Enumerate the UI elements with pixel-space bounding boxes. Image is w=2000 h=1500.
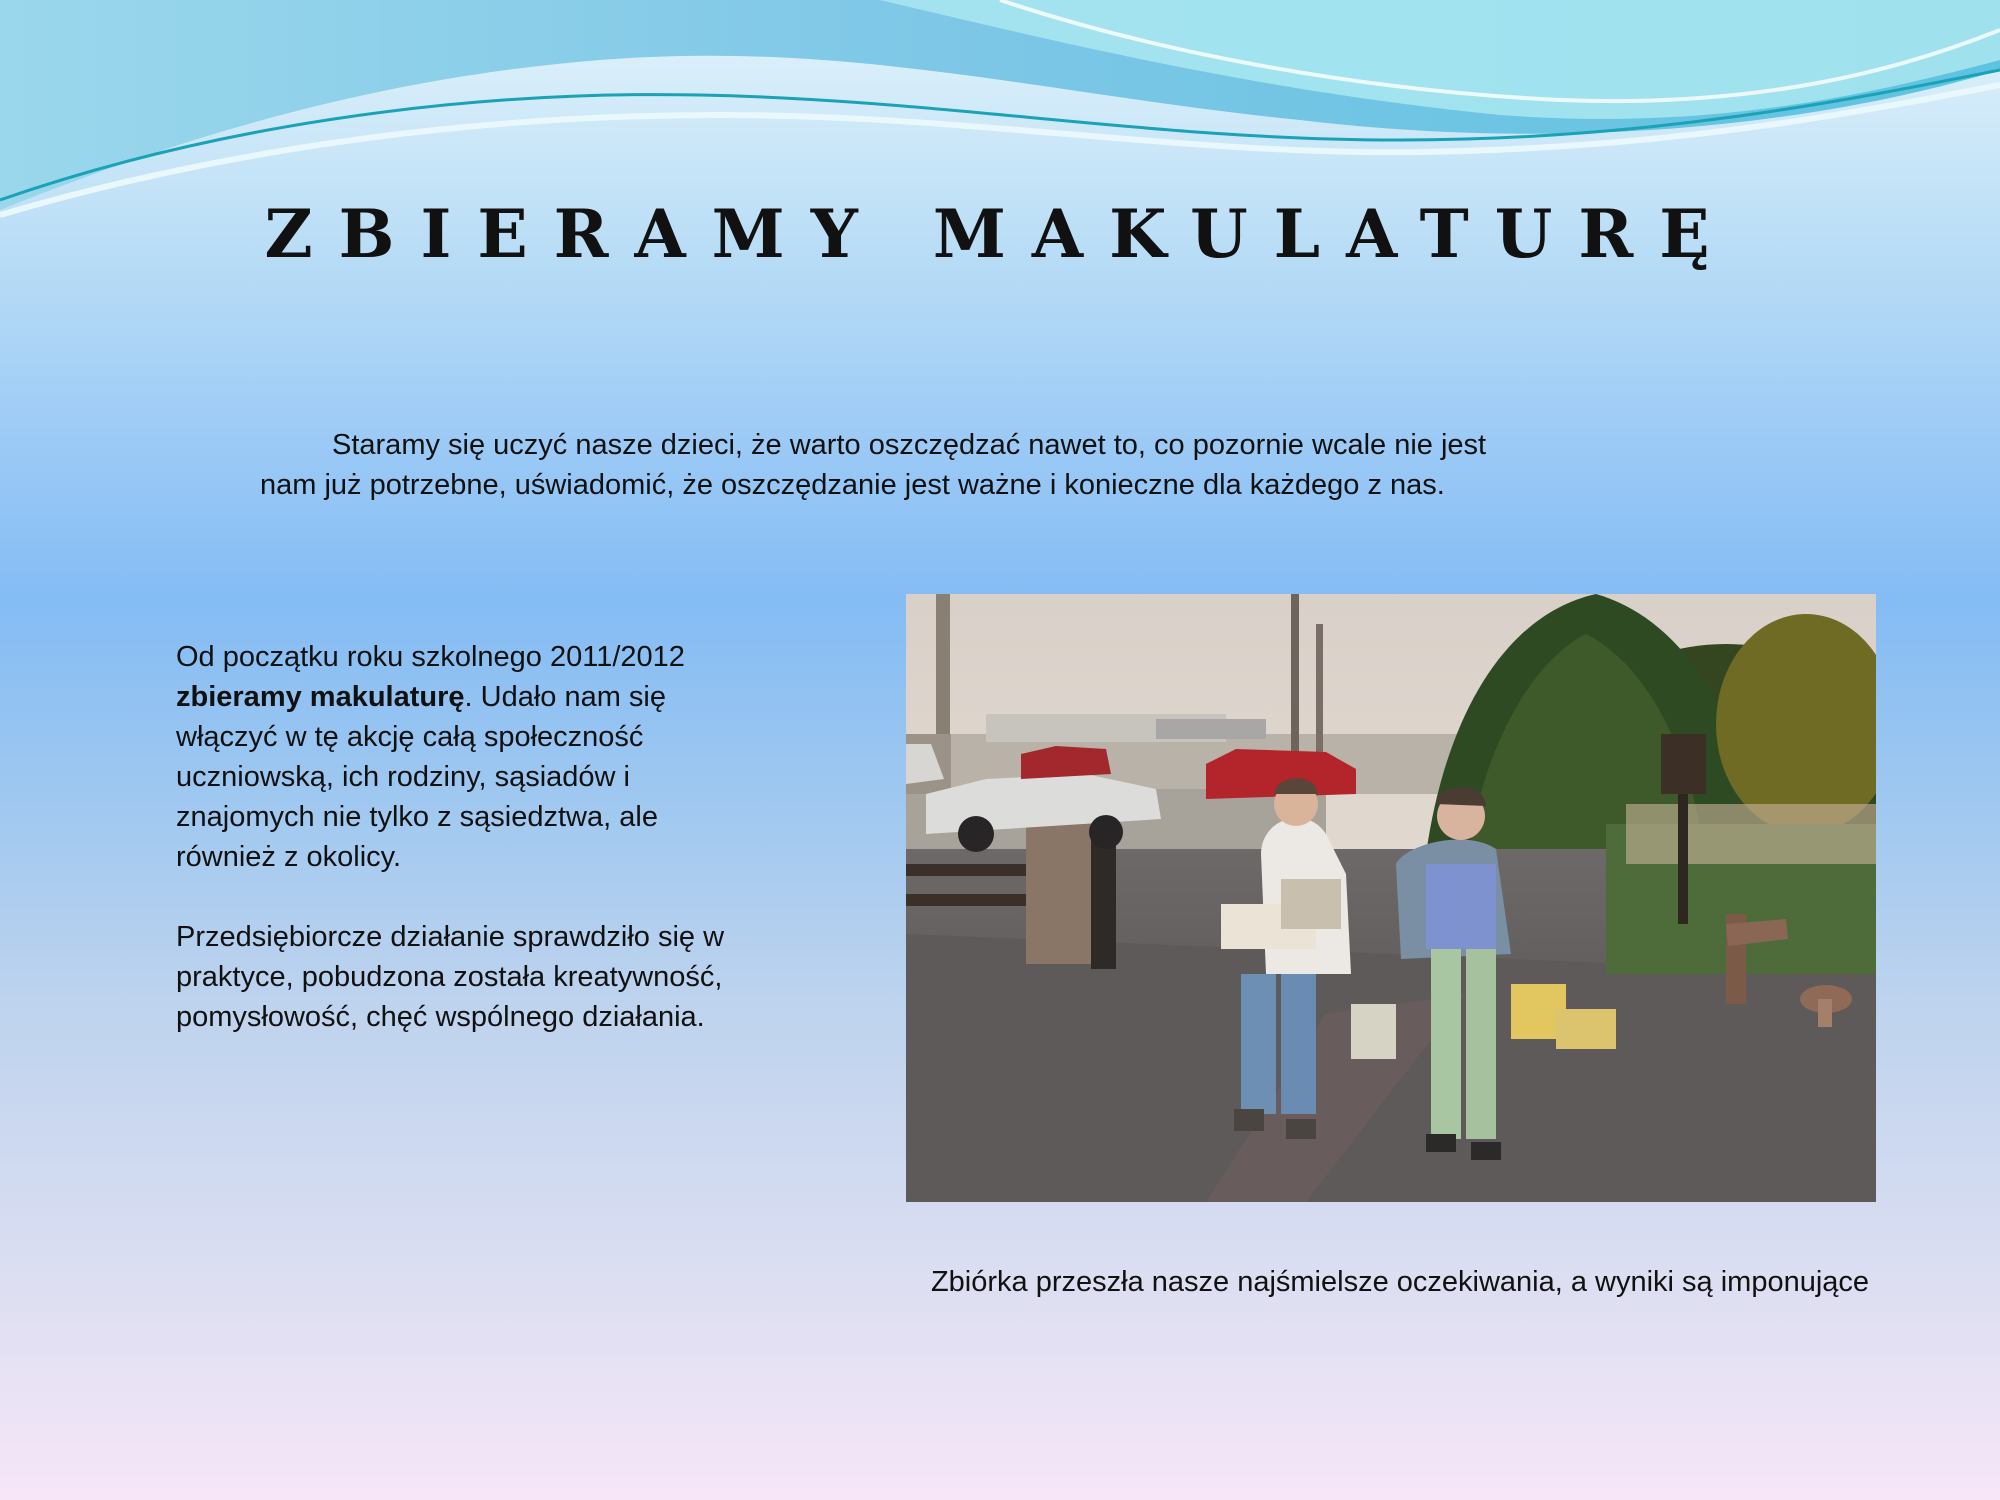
paragraph-1-start: Od początku roku szkolnego 2011/2012 [176, 641, 685, 673]
paragraph-1-end: . Udało nam się włączyć w tę akcję całą społeczność uczniowską, ich rodziny, sąsiadów i znajomych nie tylko z sąsiedztwa, ale również z okolicy. [176, 681, 667, 873]
paper-collection-photo [906, 594, 1876, 1202]
body-text [176, 637, 756, 1037]
paragraph-1 [176, 637, 756, 877]
intro-line-2: nam już potrzebne, uświadomić, że oszczędzanie jest ważne i konieczne dla każdego z nas. [260, 469, 1445, 501]
paragraph-2: Przedsiębiorcze działanie sprawdziło się w praktyce, pobudzona została kreatywność, pomysłowość, chęć wspólnego działania. [176, 921, 725, 1033]
intro-line-1: Staramy się uczyć nasze dzieci, że warto oszczędzać nawet to, co pozornie wcale nie jest [332, 429, 1487, 461]
slide-title: ZBIERAMY MAKULATURĘ [264, 195, 1736, 273]
photo-caption: Zbiórka przeszła nasze najśmielsze oczekiwania, a wyniki są imponujące [930, 1266, 1870, 1298]
paragraph-1-bold: zbieramy makulaturę [176, 681, 465, 713]
intro-text [260, 425, 1680, 505]
